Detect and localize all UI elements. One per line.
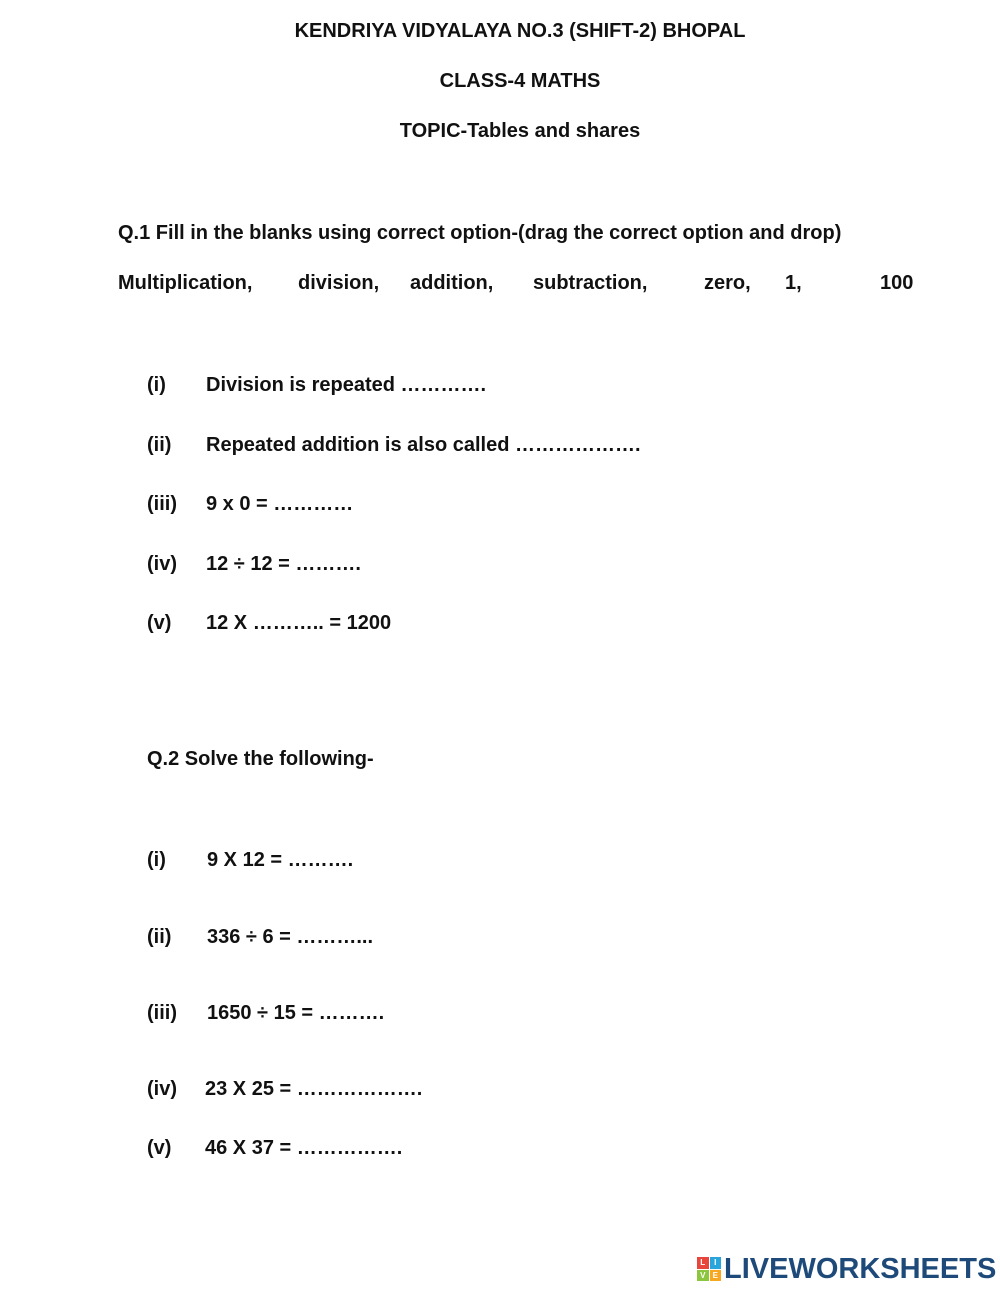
- option-zero[interactable]: zero,: [704, 272, 751, 294]
- logo-mark-cell: I: [710, 1257, 722, 1269]
- q2-title: Q.2 Solve the following-: [147, 748, 374, 770]
- logo-mark-cell: E: [710, 1270, 722, 1282]
- q1-item-text: Division is repeated ………….: [206, 374, 487, 396]
- school-title: KENDRIYA VIDYALAYA NO.3 (SHIFT-2) BHOPAL: [294, 20, 746, 42]
- q2-item-text: 9 X 12 = ……….: [207, 849, 354, 871]
- q2-item-number: (ii): [147, 926, 172, 948]
- logo-mark-cell: V: [697, 1270, 709, 1282]
- q2-item-text: 1650 ÷ 15 = ……….: [207, 1002, 385, 1024]
- q1-item-text: 9 x 0 = …………: [206, 493, 354, 515]
- q1-item-text: 12 ÷ 12 = ……….: [206, 553, 361, 575]
- q1-item-text: 12 X ……….. = 1200: [206, 612, 392, 634]
- q2-item-number: (iv): [147, 1078, 177, 1100]
- liveworksheets-logo-icon: [697, 1257, 721, 1281]
- option-hundred[interactable]: 100: [880, 272, 914, 294]
- q1-item-number: (i): [147, 374, 166, 396]
- class-title: CLASS-4 MATHS: [439, 70, 601, 92]
- option-addition[interactable]: addition,: [410, 272, 494, 294]
- liveworksheets-logo: [697, 1252, 996, 1286]
- option-one[interactable]: 1,: [785, 272, 802, 294]
- topic-title: TOPIC-Tables and shares: [399, 120, 641, 142]
- logo-text: LIVEWORKSHEETS: [724, 1252, 997, 1285]
- q1-item-number: (iii): [147, 493, 177, 515]
- q1-item-number: (ii): [147, 434, 172, 456]
- option-subtraction[interactable]: subtraction,: [533, 272, 648, 294]
- q1-title: Q.1 Fill in the blanks using correct option-(drag the correct option and drop): [118, 222, 842, 244]
- option-division[interactable]: division,: [298, 272, 380, 294]
- q1-item-number: (iv): [147, 553, 177, 575]
- q2-item-text: 336 ÷ 6 = ………...: [207, 926, 374, 948]
- q2-item-number: (v): [147, 1137, 172, 1159]
- logo-mark-cell: L: [697, 1257, 709, 1269]
- q2-item-text: 23 X 25 = ……………….: [205, 1078, 423, 1100]
- q2-item-text: 46 X 37 = …………….: [205, 1137, 403, 1159]
- q2-item-number: (i): [147, 849, 166, 871]
- q2-item-number: (iii): [147, 1002, 177, 1024]
- option-multiplication[interactable]: Multiplication,: [118, 272, 253, 294]
- q1-item-text: Repeated addition is also called ……………….: [206, 434, 641, 456]
- q1-item-number: (v): [147, 612, 172, 634]
